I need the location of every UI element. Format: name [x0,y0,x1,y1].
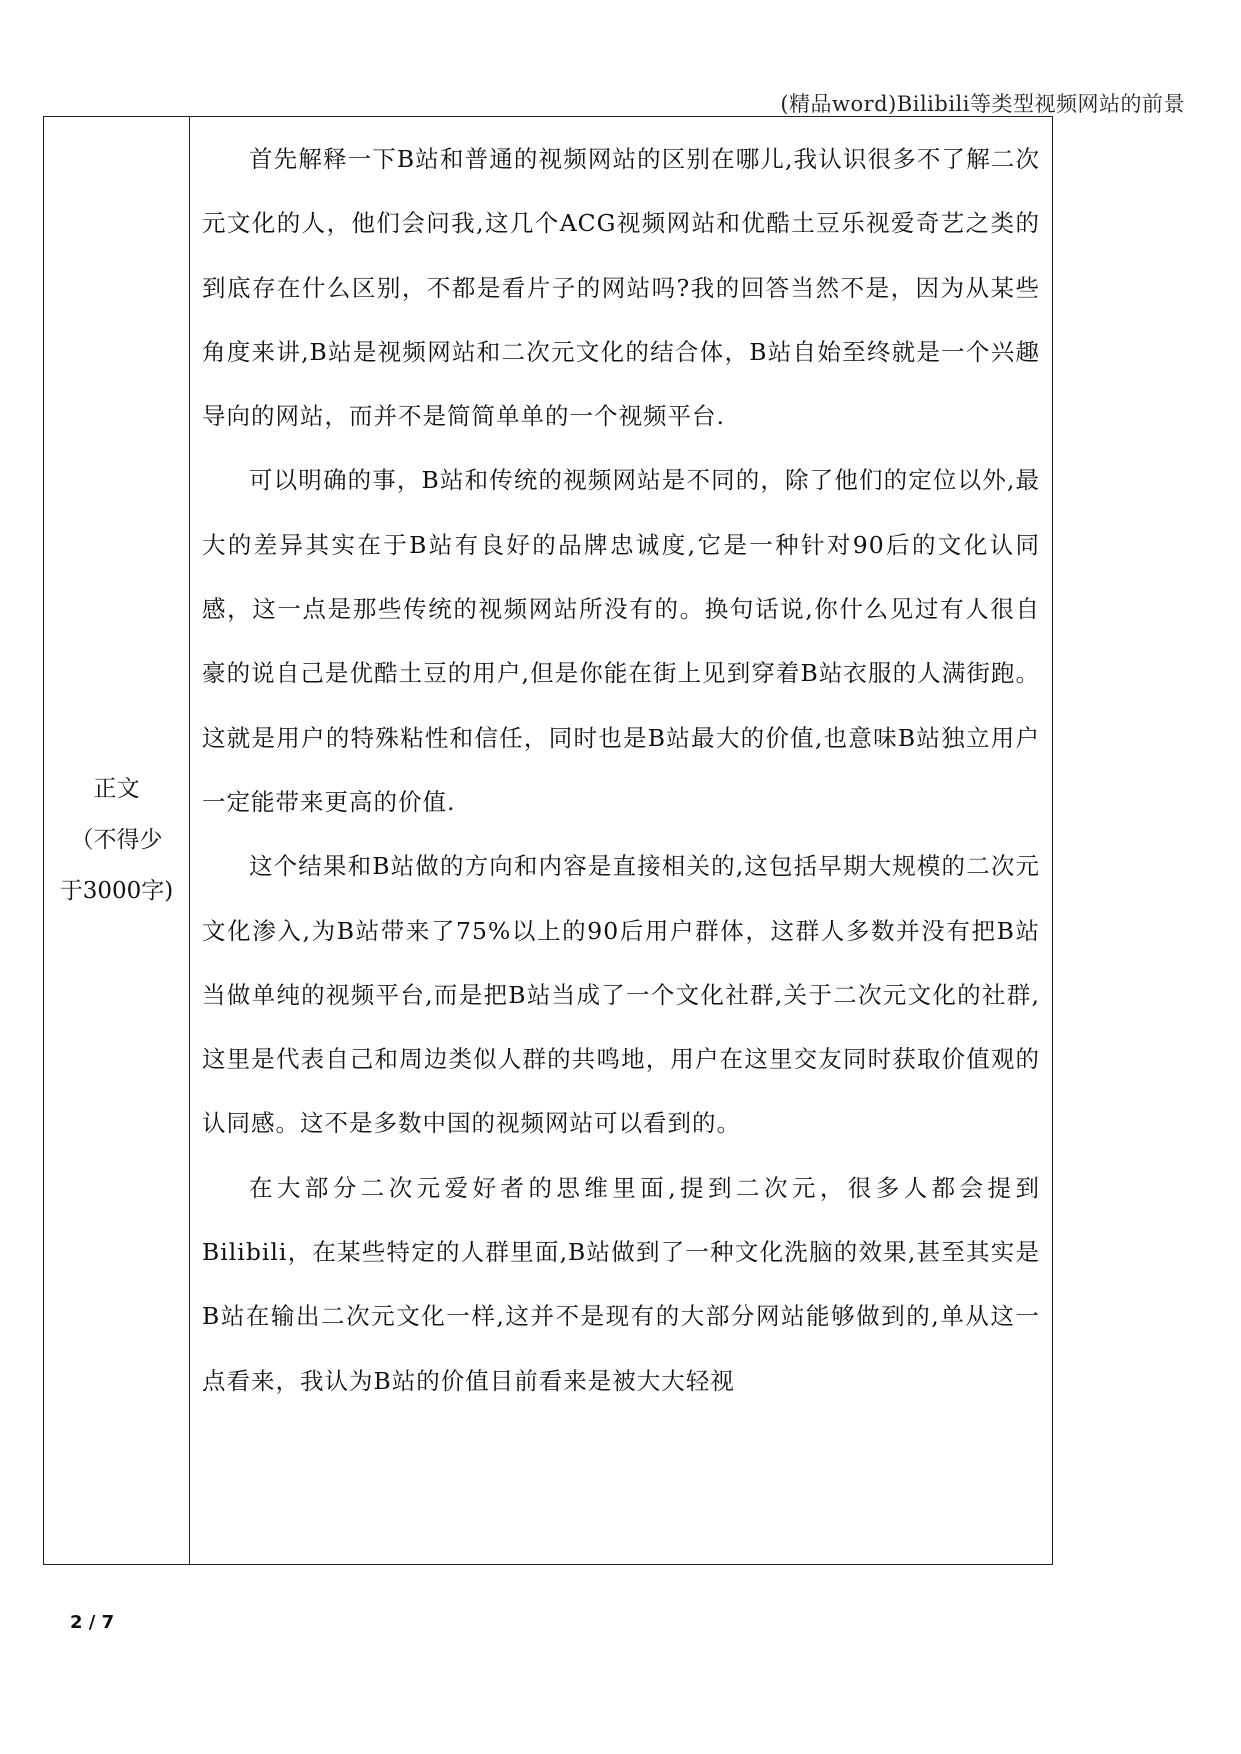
body-paragraph: 在大部分二次元爱好者的思维里面,提到二次元，很多人都会提到Bilibili，在某些特定的人群里面,B站做到了一种文化洗脑的效果,甚至其实是B站在输出二次元文化一样,这并不是现有的大部分网站能够做到的,单从这一点看来，我认为B站的价值目前看来是被大大轻视 [202,1173,1040,1395]
body-text-cell [190,117,1052,1564]
section-label-cell [44,117,190,1564]
section-label-line: （不得少 [70,827,163,853]
document-table [43,116,1053,1565]
body-paragraph: 这个结果和B站做的方向和内容是直接相关的,这包括早期大规模的二次元文化渗入,为B站带来了75%以上的90后用户群体，这群人多数并没有把B站当做单纯的视频平台,而是把B站当成了一个文化社群,关于二次元文化的社群,这里是代表自己和周边类似人群的共鸣地，用户在这里交友同时获取价值观的认同感。这不是多数中国的视频网站可以看到的。 [202,852,1040,1138]
page-number: 2 / 7 [70,1612,115,1633]
body-paragraph: 可以明确的事，B站和传统的视频网站是不同的，除了他们的定位以外,最大的差异其实在于B站有良好的品牌忠诚度,它是一种针对90后的文化认同感，这一点是那些传统的视频网站所没有的。换句话说,你什么见过有人很自豪的说自己是优酷土豆的用户,但是你能在街上见到穿着B站衣服的人满街跑。这就是用户的特殊粘性和信任，同时也是B站最大的价值,也意味B站独立用户一定能带来更高的价值. [202,466,1040,816]
section-label-line: 于3000字) [59,878,174,904]
section-label-line: 正文 [93,776,140,802]
body-paragraph: 首先解释一下B站和普通的视频网站的区别在哪儿,我认识很多不了解二次元文化的人，他们会问我,这几个ACG视频网站和优酷土豆乐视爱奇艺之类的到底存在什么区别，不都是看片子的网站吗?我的回答当然不是，因为从某些角度来讲,B站是视频网站和二次元文化的结合体，B站自始至终就是一个兴趣导向的网站，而并不是简简单单的一个视频平台. [202,145,1040,431]
page-header-title: (精品word)Bilibili等类型视频网站的前景 [780,92,1185,116]
section-label [60,764,174,917]
